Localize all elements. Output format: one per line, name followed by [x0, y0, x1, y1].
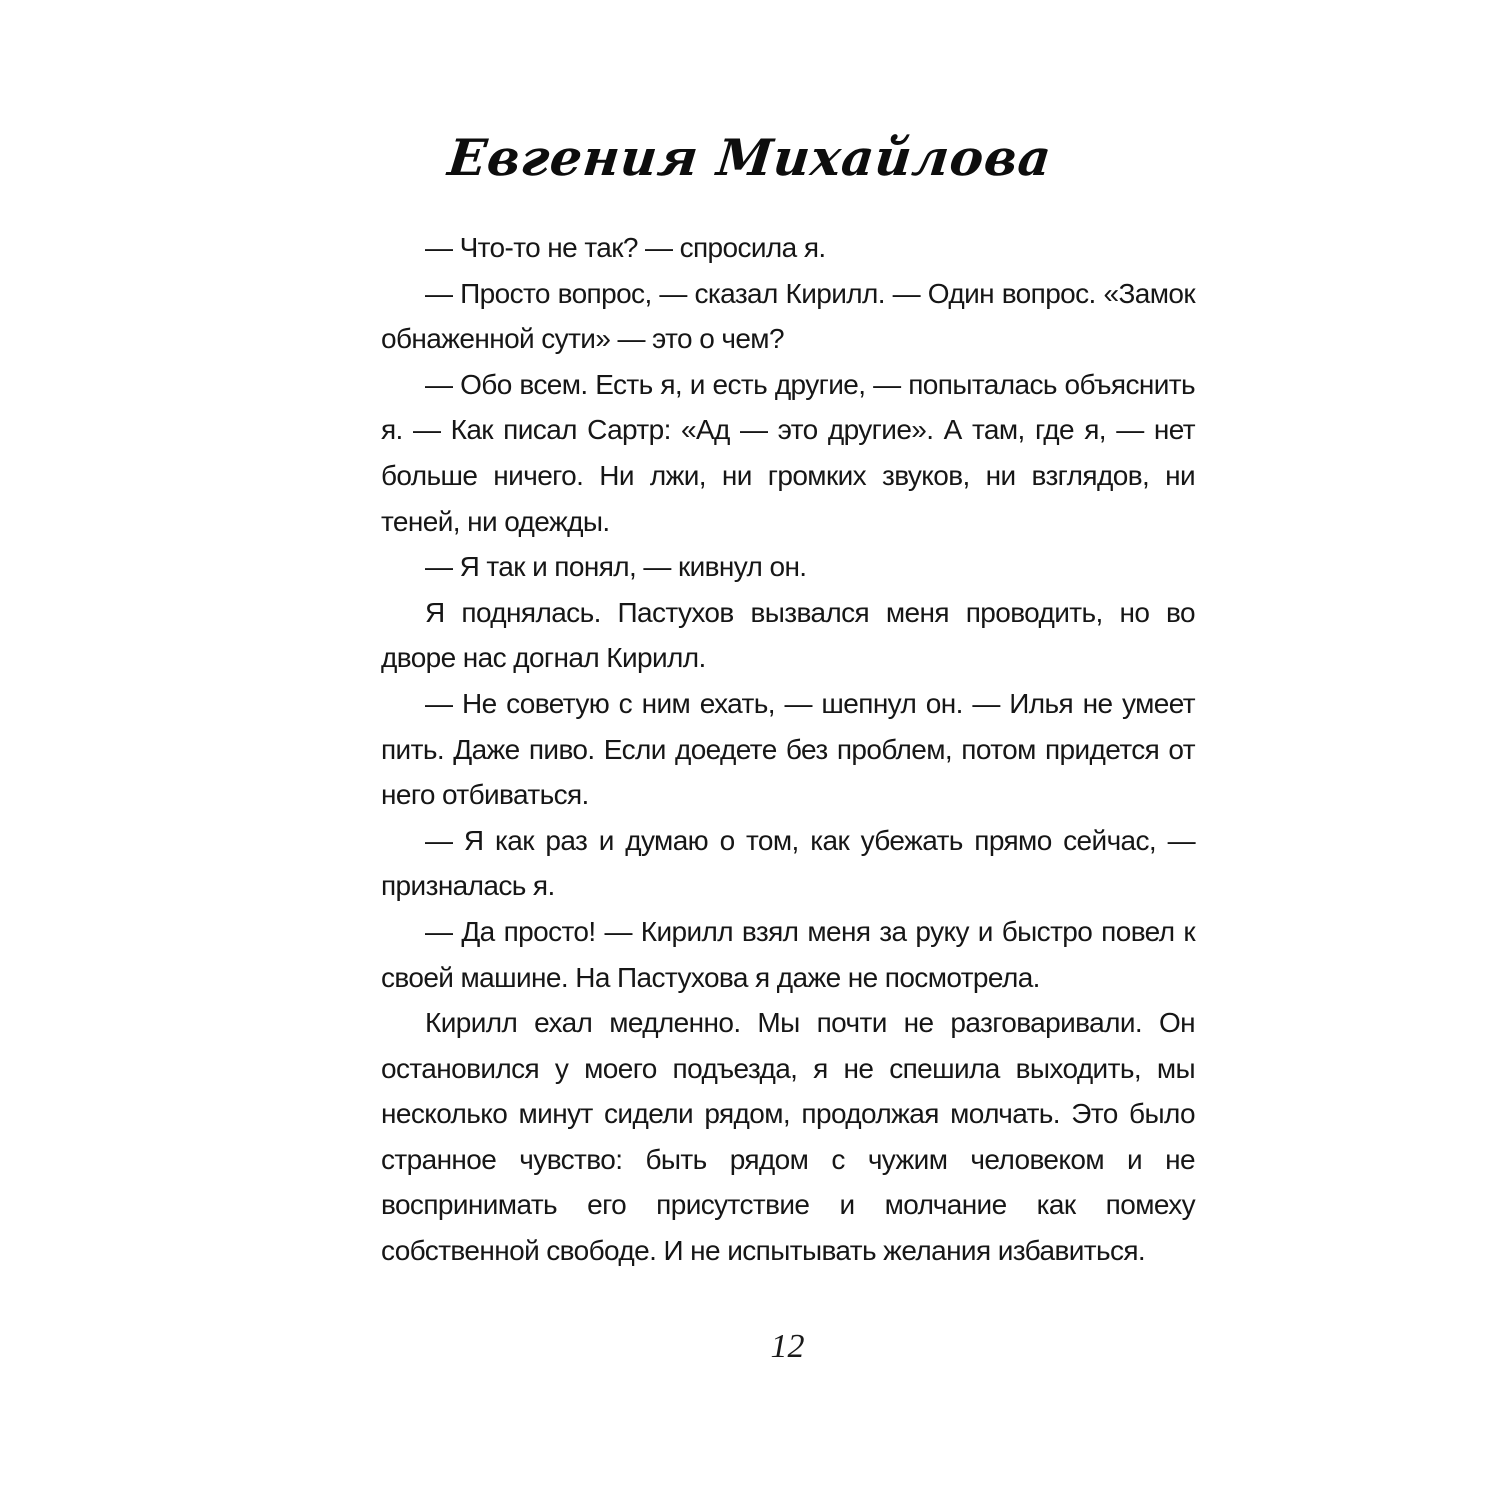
- author-name: Евгения Михайлова: [445, 128, 1055, 187]
- body-text: [381, 225, 1195, 1274]
- running-head-author: [0, 128, 1500, 187]
- page-number: 12: [770, 1328, 805, 1365]
- paragraph: — Я как раз и думаю о том, как убежать прямо сейчас, — призналась я.: [381, 824, 1195, 902]
- paragraph: Я поднялась. Пастухов вызвался меня проводить, но во дворе нас догнал Кирилл.: [381, 596, 1195, 674]
- paragraph: — Не советую с ним ехать, — шепнул он. — Илья не умеет пить. Даже пиво. Если доедете без проблем, потом придется от него отбиваться.: [381, 687, 1195, 811]
- paragraph: — Я так и понял, — кивнул он.: [425, 551, 807, 583]
- paragraph: — Да просто! — Кирилл взял меня за руку и быстро повел к своей машине. На Пастухова я даже не посмотрела.: [381, 915, 1195, 993]
- paragraph: — Обо всем. Есть я, и есть другие, — попыталась объяснить я. — Как писал Сартр: «Ад — это другие». А там, где я, — нет больше ничего. Ни лжи, ни громких звуков, ни взглядов, ни теней, ни одежды.: [381, 368, 1195, 537]
- paragraph: — Просто вопрос, — сказал Кирилл. — Один вопрос. «Замок обнаженной сути» — это о чем?: [381, 277, 1195, 355]
- paragraph: Кирилл ехал медленно. Мы почти не разговаривали. Он остановился у моего подъезда, я не спешила выходить, мы несколько минут сидели рядом, продолжая молчать. Это было странное чувство: быть рядом с чужим человеком и не воспринимать его присутствие и молчание как помеху собственной свободе. И не испытывать желания избавиться.: [381, 1007, 1195, 1267]
- paragraph: — Что-то не так? — спросила я.: [425, 232, 826, 263]
